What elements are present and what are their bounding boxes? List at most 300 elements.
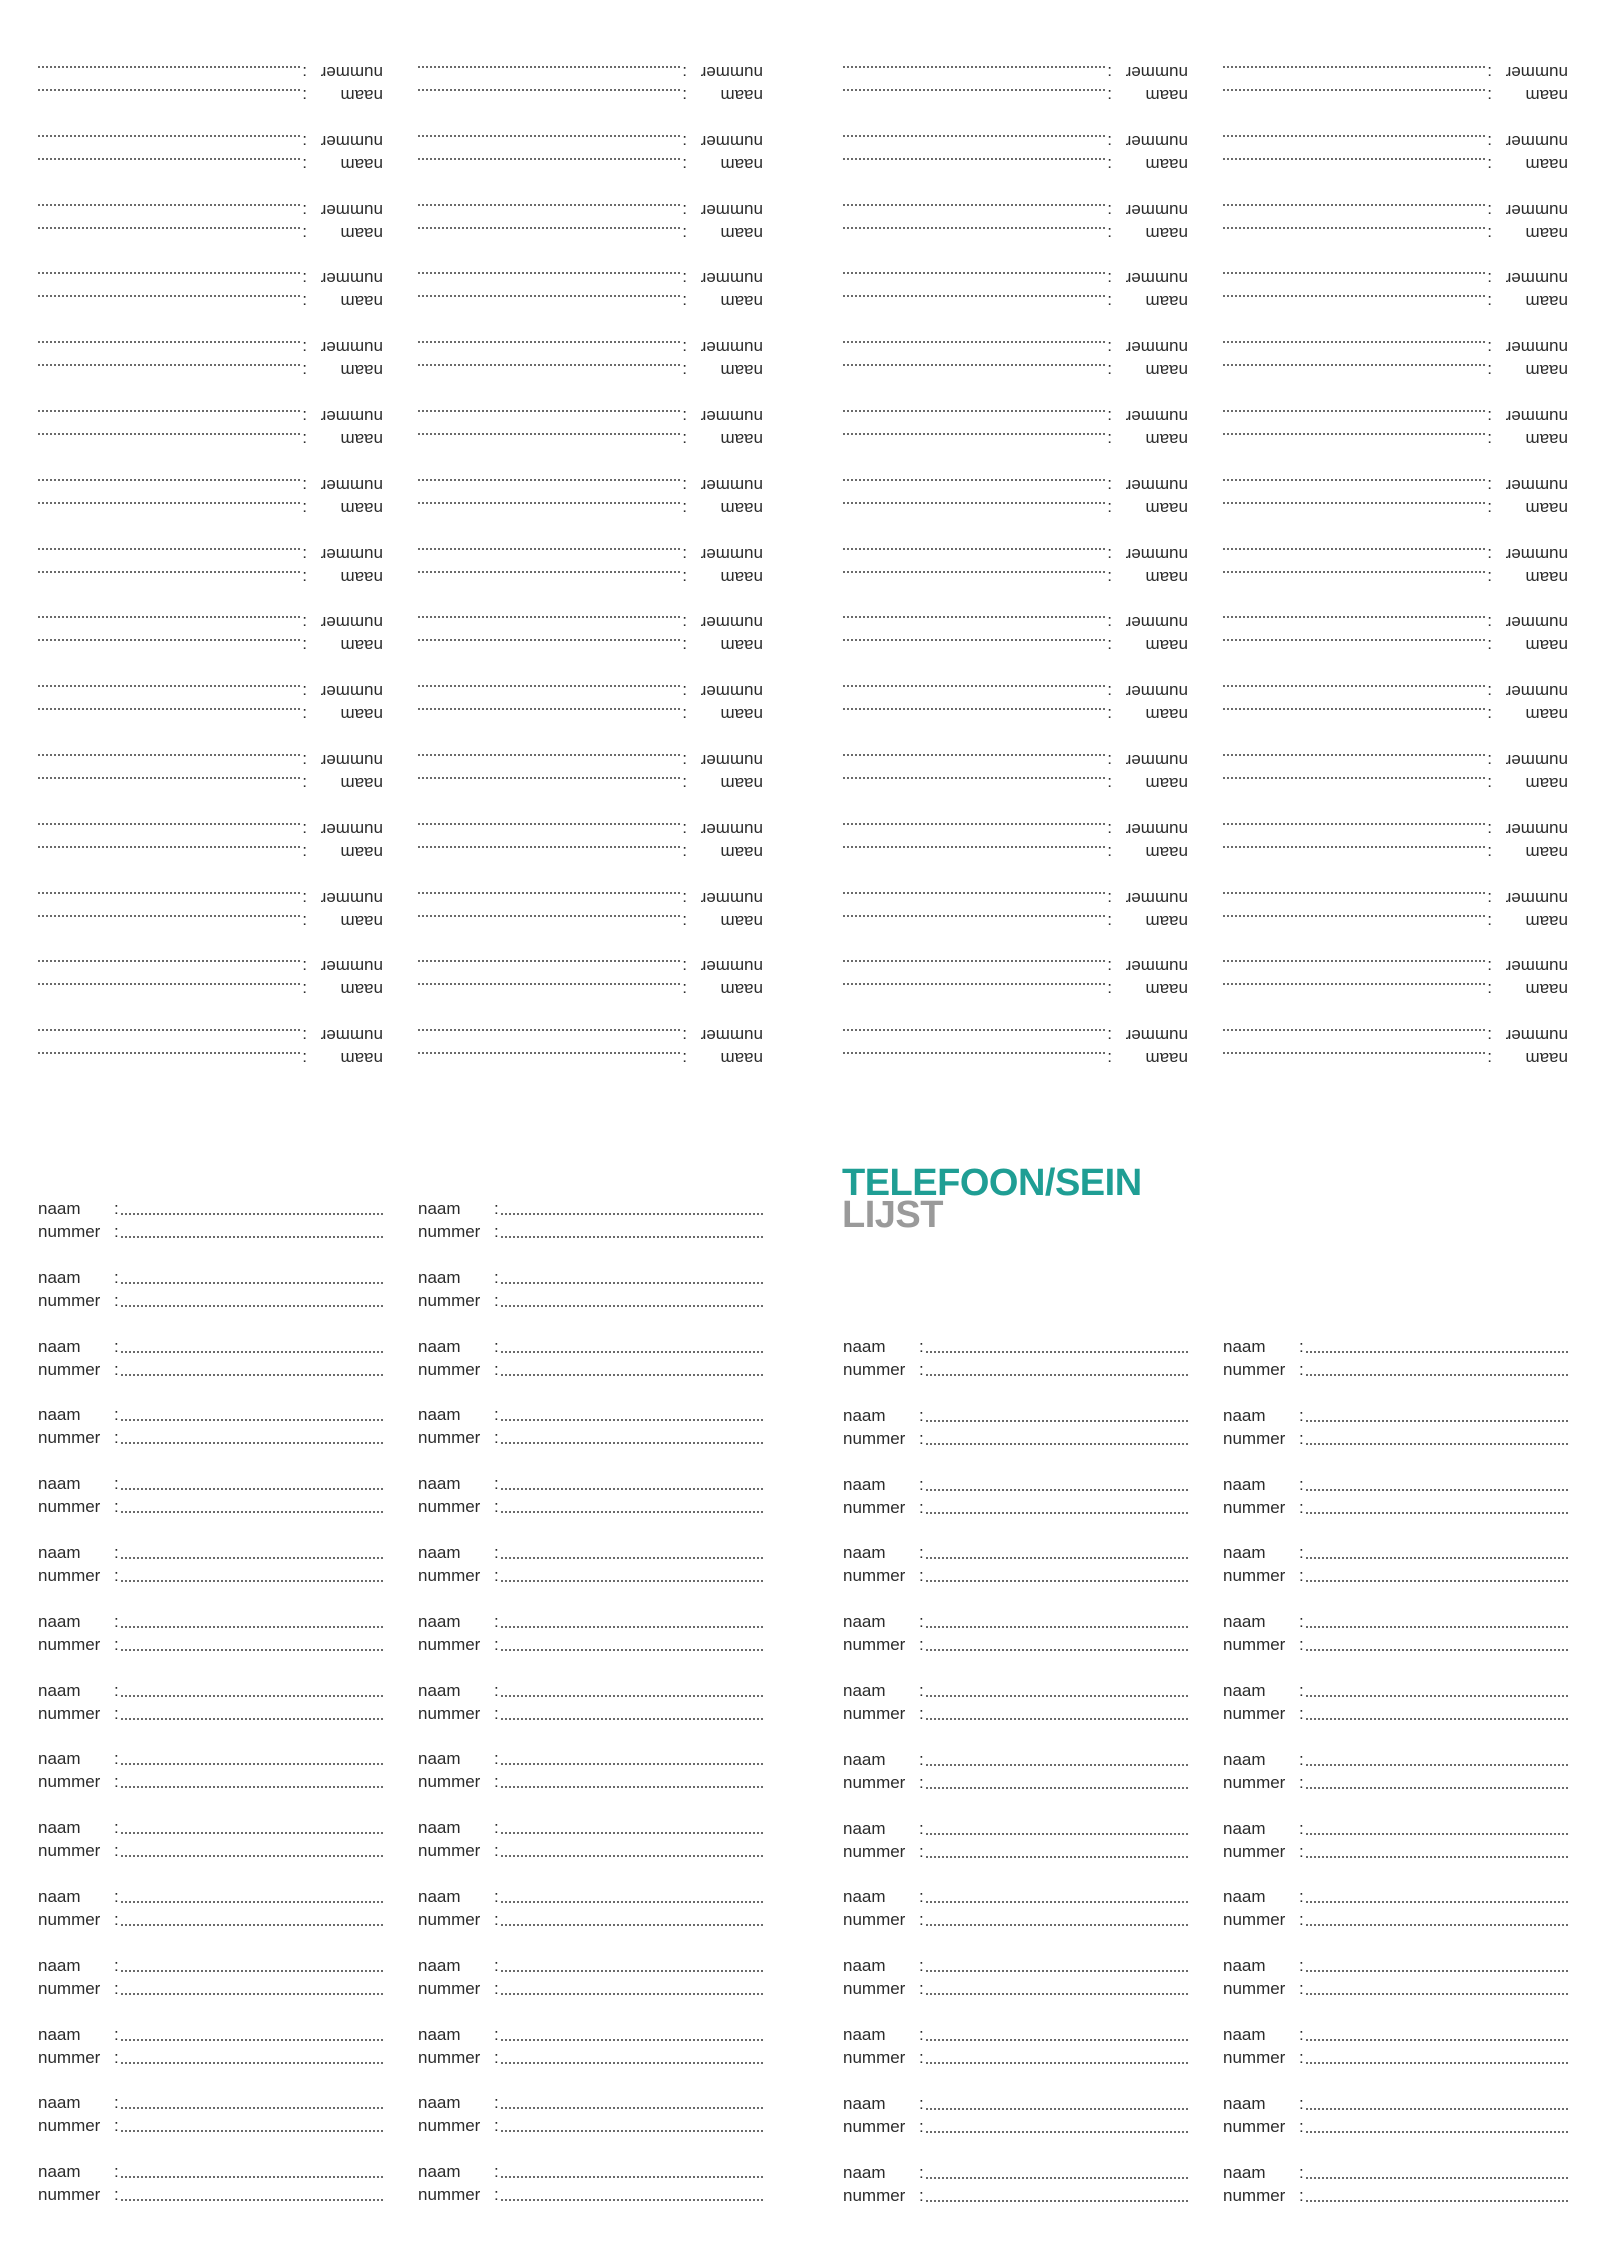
name-write-line[interactable] [501, 1557, 763, 1559]
number-write-line[interactable] [1223, 823, 1485, 825]
name-write-line[interactable] [121, 2107, 383, 2109]
number-write-line[interactable] [1306, 1580, 1568, 1582]
colon: : [1299, 1704, 1304, 1723]
name-write-line[interactable] [418, 433, 680, 435]
number-write-line[interactable] [843, 410, 1105, 412]
colon: : [1487, 63, 1492, 82]
number-write-line[interactable] [501, 1511, 763, 1513]
number-write-line[interactable] [121, 1718, 383, 1720]
number-write-line[interactable] [843, 272, 1105, 274]
colon: : [114, 1680, 119, 1700]
number-write-line[interactable] [926, 2131, 1188, 2133]
number-write-line[interactable] [843, 685, 1105, 687]
contact-entry [1223, 2092, 1568, 2138]
name-label: naam [418, 1543, 461, 1562]
number-write-line[interactable] [926, 1580, 1188, 1582]
name-write-line[interactable] [926, 1764, 1188, 1766]
number-label: nummer [38, 1290, 101, 1310]
number-write-line[interactable] [843, 892, 1105, 894]
contact-entry [1223, 611, 1568, 657]
name-write-line[interactable] [926, 2177, 1188, 2179]
number-write-line[interactable] [501, 1718, 763, 1720]
name-write-line[interactable] [1306, 1833, 1568, 1835]
name-write-line[interactable] [843, 502, 1105, 504]
name-write-line[interactable] [1223, 502, 1485, 504]
colon: : [302, 774, 307, 793]
number-write-line[interactable] [1223, 410, 1485, 412]
name-write-line[interactable] [1306, 1351, 1568, 1353]
name-write-line[interactable] [38, 846, 300, 848]
name-label: naam [418, 1199, 461, 1218]
name-write-line[interactable] [1223, 983, 1485, 985]
number-write-line[interactable] [38, 823, 300, 825]
name-label: naam [1223, 1681, 1266, 1700]
number-write-line[interactable] [418, 341, 680, 343]
name-write-line[interactable] [38, 1052, 300, 1054]
number-write-line[interactable] [843, 341, 1105, 343]
number-write-line[interactable] [926, 1924, 1188, 1926]
name-write-line[interactable] [1223, 364, 1485, 366]
number-write-line[interactable] [843, 1029, 1105, 1031]
number-write-line[interactable] [926, 1649, 1188, 1651]
name-write-line[interactable] [843, 433, 1105, 435]
number-write-line[interactable] [1306, 1374, 1568, 1376]
number-write-line[interactable] [38, 754, 300, 756]
contact-entry [843, 1610, 1188, 1656]
name-label: naam [1525, 636, 1568, 656]
number-write-line[interactable] [1306, 2200, 1568, 2202]
name-write-line[interactable] [38, 777, 300, 779]
number-write-line[interactable] [1223, 1029, 1485, 1031]
contact-entry [1223, 955, 1568, 1001]
name-write-line[interactable] [1223, 433, 1485, 435]
colon: : [494, 1910, 499, 1929]
name-write-line[interactable] [1223, 158, 1485, 160]
name-row [843, 2161, 1188, 2184]
number-write-line[interactable] [418, 892, 680, 894]
number-write-line[interactable] [418, 548, 680, 550]
number-write-line[interactable] [843, 616, 1105, 618]
number-write-line[interactable] [121, 1305, 383, 1307]
name-write-line[interactable] [926, 1557, 1188, 1559]
number-write-line[interactable] [1223, 548, 1485, 550]
name-write-line[interactable] [1306, 1420, 1568, 1422]
number-write-line[interactable] [418, 960, 680, 962]
number-write-line[interactable] [38, 892, 300, 894]
name-write-line[interactable] [418, 639, 680, 641]
number-row [38, 405, 383, 428]
number-write-line[interactable] [501, 1305, 763, 1307]
name-write-line[interactable] [1223, 708, 1485, 710]
title-telefoon-sein: TELEFOON/SEIN [842, 1162, 1142, 1204]
number-write-line[interactable] [926, 1374, 1188, 1376]
name-write-line[interactable] [418, 89, 680, 91]
number-write-line[interactable] [843, 823, 1105, 825]
name-write-line[interactable] [843, 983, 1105, 985]
name-write-line[interactable] [38, 571, 300, 573]
number-write-line[interactable] [843, 479, 1105, 481]
number-row [418, 1495, 763, 1518]
number-write-line[interactable] [1306, 1649, 1568, 1651]
number-label: nummer [320, 957, 383, 977]
name-write-line[interactable] [1306, 1764, 1568, 1766]
name-row [843, 1404, 1188, 1427]
number-write-line[interactable] [121, 1993, 383, 1995]
name-write-line[interactable] [501, 2107, 763, 2109]
number-write-line[interactable] [121, 2130, 383, 2132]
name-write-line[interactable] [843, 158, 1105, 160]
number-write-line[interactable] [418, 754, 680, 756]
number-write-line[interactable] [121, 2199, 383, 2201]
number-write-line[interactable] [418, 135, 680, 137]
name-write-line[interactable] [1306, 2108, 1568, 2110]
name-write-line[interactable] [501, 1695, 763, 1697]
contact-entry [1223, 680, 1568, 726]
number-label: nummer [1505, 475, 1568, 495]
name-write-line[interactable] [1223, 295, 1485, 297]
name-write-line[interactable] [1223, 571, 1485, 573]
contact-entry [1223, 749, 1568, 795]
name-write-line[interactable] [38, 915, 300, 917]
name-write-line[interactable] [38, 89, 300, 91]
number-write-line[interactable] [843, 204, 1105, 206]
number-write-line[interactable] [926, 1993, 1188, 1995]
number-write-line[interactable] [1306, 1993, 1568, 1995]
number-write-line[interactable] [843, 66, 1105, 68]
name-write-line[interactable] [501, 1351, 763, 1353]
name-write-line[interactable] [121, 1419, 383, 1421]
contact-entry [843, 336, 1188, 382]
number-write-line[interactable] [926, 1443, 1188, 1445]
name-write-line[interactable] [1306, 1557, 1568, 1559]
name-write-line[interactable] [121, 1695, 383, 1697]
number-write-line[interactable] [1223, 685, 1485, 687]
number-write-line[interactable] [418, 1029, 680, 1031]
name-write-line[interactable] [1223, 777, 1485, 779]
number-write-line[interactable] [501, 1649, 763, 1651]
name-write-line[interactable] [121, 2176, 383, 2178]
name-write-line[interactable] [121, 1282, 383, 1284]
name-write-line[interactable] [501, 1763, 763, 1765]
name-write-line[interactable] [418, 158, 680, 160]
number-write-line[interactable] [926, 2062, 1188, 2064]
number-write-line[interactable] [38, 410, 300, 412]
name-row [1223, 1885, 1568, 1908]
number-write-line[interactable] [1306, 2062, 1568, 2064]
name-write-line[interactable] [501, 1626, 763, 1628]
number-write-line[interactable] [501, 2130, 763, 2132]
name-label: naam [843, 1956, 886, 1976]
number-write-line[interactable] [926, 1787, 1188, 1789]
name-label: naam [38, 1955, 81, 1975]
name-row [38, 1610, 383, 1633]
number-write-line[interactable] [501, 2062, 763, 2064]
name-write-line[interactable] [121, 1351, 383, 1353]
name-write-line[interactable] [121, 1213, 383, 1215]
contact-entry [1223, 2161, 1568, 2207]
name-write-line[interactable] [1306, 1970, 1568, 1972]
number-write-line[interactable] [501, 2199, 763, 2201]
colon: : [919, 1841, 924, 1861]
number-label: nummer [38, 2047, 101, 2067]
number-write-line[interactable] [121, 1374, 383, 1376]
number-write-line[interactable] [1306, 1856, 1568, 1858]
name-write-line[interactable] [926, 1833, 1188, 1835]
name-write-line[interactable] [121, 1901, 383, 1903]
name-write-line[interactable] [418, 364, 680, 366]
number-write-line[interactable] [501, 1374, 763, 1376]
name-write-line[interactable] [418, 571, 680, 573]
number-write-line[interactable] [121, 1580, 383, 1582]
number-write-line[interactable] [1223, 892, 1485, 894]
name-write-line[interactable] [121, 1832, 383, 1834]
name-write-line[interactable] [38, 158, 300, 160]
name-write-line[interactable] [1223, 89, 1485, 91]
colon: : [1299, 1681, 1304, 1700]
name-write-line[interactable] [1306, 1626, 1568, 1628]
number-write-line[interactable] [1223, 960, 1485, 962]
number-write-line[interactable] [121, 1786, 383, 1788]
colon: : [302, 957, 307, 977]
number-row [1223, 955, 1568, 978]
number-write-line[interactable] [38, 685, 300, 687]
name-write-line[interactable] [121, 2039, 383, 2041]
number-label: nummer [1223, 1772, 1286, 1792]
number-write-line[interactable] [38, 479, 300, 481]
number-write-line[interactable] [843, 135, 1105, 137]
name-write-line[interactable] [501, 1832, 763, 1834]
number-write-line[interactable] [121, 2062, 383, 2064]
number-write-line[interactable] [418, 272, 680, 274]
name-write-line[interactable] [501, 1970, 763, 1972]
number-write-line[interactable] [38, 135, 300, 137]
colon: : [114, 2093, 119, 2113]
number-write-line[interactable] [418, 685, 680, 687]
number-write-line[interactable] [418, 823, 680, 825]
number-row [1223, 199, 1568, 222]
number-write-line[interactable] [1306, 1718, 1568, 1720]
name-row [38, 1747, 383, 1770]
number-write-line[interactable] [121, 1511, 383, 1513]
number-row [38, 1426, 383, 1449]
name-write-line[interactable] [1306, 1901, 1568, 1903]
number-write-line[interactable] [38, 204, 300, 206]
number-write-line[interactable] [501, 1993, 763, 1995]
name-write-line[interactable] [1306, 1695, 1568, 1697]
name-write-line[interactable] [843, 89, 1105, 91]
number-write-line[interactable] [418, 204, 680, 206]
name-write-line[interactable] [38, 433, 300, 435]
name-write-line[interactable] [1223, 846, 1485, 848]
name-write-line[interactable] [38, 364, 300, 366]
name-write-line[interactable] [1223, 639, 1485, 641]
name-write-line[interactable] [843, 295, 1105, 297]
name-write-line[interactable] [843, 846, 1105, 848]
name-write-line[interactable] [501, 1901, 763, 1903]
number-write-line[interactable] [926, 1856, 1188, 1858]
name-write-line[interactable] [501, 1419, 763, 1421]
name-write-line[interactable] [926, 1626, 1188, 1628]
contact-entry [418, 61, 763, 107]
name-write-line[interactable] [418, 983, 680, 985]
number-write-line[interactable] [926, 2200, 1188, 2202]
name-write-line[interactable] [38, 708, 300, 710]
colon: : [919, 1979, 924, 1999]
number-write-line[interactable] [501, 1442, 763, 1444]
name-write-line[interactable] [418, 502, 680, 504]
number-write-line[interactable] [1306, 1512, 1568, 1514]
name-write-line[interactable] [843, 571, 1105, 573]
number-write-line[interactable] [38, 341, 300, 343]
number-row [1223, 1358, 1568, 1381]
colon: : [494, 1841, 499, 1861]
name-row [418, 2023, 763, 2046]
name-write-line[interactable] [1306, 2177, 1568, 2179]
name-write-line[interactable] [843, 364, 1105, 366]
number-write-line[interactable] [38, 1029, 300, 1031]
colon: : [682, 407, 687, 426]
name-write-line[interactable] [843, 708, 1105, 710]
number-write-line[interactable] [418, 410, 680, 412]
number-write-line[interactable] [418, 66, 680, 68]
number-write-line[interactable] [1223, 272, 1485, 274]
number-write-line[interactable] [1223, 204, 1485, 206]
number-write-line[interactable] [501, 1924, 763, 1926]
name-write-line[interactable] [38, 227, 300, 229]
number-write-line[interactable] [926, 1512, 1188, 1514]
number-write-line[interactable] [1306, 1443, 1568, 1445]
name-write-line[interactable] [926, 1695, 1188, 1697]
name-write-line[interactable] [1223, 915, 1485, 917]
number-write-line[interactable] [38, 66, 300, 68]
number-write-line[interactable] [1306, 1924, 1568, 1926]
name-write-line[interactable] [926, 1489, 1188, 1491]
number-write-line[interactable] [501, 1786, 763, 1788]
contact-entry [38, 1403, 383, 1449]
number-write-line[interactable] [501, 1580, 763, 1582]
name-write-line[interactable] [418, 846, 680, 848]
name-write-line[interactable] [926, 1901, 1188, 1903]
name-write-line[interactable] [121, 1557, 383, 1559]
name-write-line[interactable] [843, 915, 1105, 917]
name-write-line[interactable] [926, 1351, 1188, 1353]
name-write-line[interactable] [501, 1282, 763, 1284]
name-write-line[interactable] [843, 1052, 1105, 1054]
number-write-line[interactable] [38, 548, 300, 550]
name-write-line[interactable] [418, 915, 680, 917]
number-write-line[interactable] [121, 1442, 383, 1444]
name-write-line[interactable] [1223, 1052, 1485, 1054]
name-write-line[interactable] [38, 983, 300, 985]
number-write-line[interactable] [1223, 754, 1485, 756]
name-row [1223, 1954, 1568, 1977]
name-write-line[interactable] [501, 2176, 763, 2178]
number-row [418, 130, 763, 153]
name-write-line[interactable] [843, 227, 1105, 229]
name-write-line[interactable] [926, 1420, 1188, 1422]
number-write-line[interactable] [121, 1236, 383, 1238]
number-write-line[interactable] [926, 1718, 1188, 1720]
number-write-line[interactable] [1223, 135, 1485, 137]
number-write-line[interactable] [121, 1924, 383, 1926]
name-write-line[interactable] [1306, 1489, 1568, 1491]
number-row [38, 1024, 383, 1047]
name-write-line[interactable] [121, 1488, 383, 1490]
number-row [38, 336, 383, 359]
number-write-line[interactable] [38, 616, 300, 618]
number-row [1223, 749, 1568, 772]
number-write-line[interactable] [418, 616, 680, 618]
number-write-line[interactable] [1223, 341, 1485, 343]
number-label: nummer [418, 1428, 481, 1448]
name-write-line[interactable] [418, 1052, 680, 1054]
contact-entry [38, 1679, 383, 1725]
name-write-line[interactable] [418, 708, 680, 710]
name-write-line[interactable] [501, 1213, 763, 1215]
name-write-line[interactable] [121, 1763, 383, 1765]
colon: : [494, 1955, 499, 1975]
name-write-line[interactable] [38, 502, 300, 504]
number-write-line[interactable] [121, 1855, 383, 1857]
name-write-line[interactable] [418, 777, 680, 779]
name-write-line[interactable] [418, 227, 680, 229]
contact-entry [38, 1024, 383, 1070]
number-write-line[interactable] [843, 548, 1105, 550]
name-row [1223, 566, 1568, 589]
name-row [38, 497, 383, 520]
number-write-line[interactable] [843, 754, 1105, 756]
name-write-line[interactable] [1223, 227, 1485, 229]
name-write-line[interactable] [121, 1626, 383, 1628]
contact-entry [38, 818, 383, 864]
name-write-line[interactable] [926, 2039, 1188, 2041]
name-row [843, 84, 1188, 107]
number-write-line[interactable] [501, 1855, 763, 1857]
number-write-line[interactable] [843, 960, 1105, 962]
name-write-line[interactable] [501, 1488, 763, 1490]
number-write-line[interactable] [121, 1649, 383, 1651]
number-write-line[interactable] [418, 479, 680, 481]
name-write-line[interactable] [38, 639, 300, 641]
number-write-line[interactable] [38, 960, 300, 962]
contact-entry [843, 1817, 1188, 1863]
colon: : [114, 2185, 119, 2205]
name-write-line[interactable] [1306, 2039, 1568, 2041]
number-write-line[interactable] [1223, 616, 1485, 618]
number-write-line[interactable] [1223, 66, 1485, 68]
name-write-line[interactable] [38, 295, 300, 297]
colon: : [1107, 269, 1112, 289]
name-label: naam [340, 223, 383, 243]
number-write-line[interactable] [38, 272, 300, 274]
name-row [843, 978, 1188, 1001]
colon: : [1107, 131, 1112, 151]
name-write-line[interactable] [926, 2108, 1188, 2110]
colon: : [302, 269, 307, 289]
name-label: naam [843, 1749, 886, 1769]
number-write-line[interactable] [1306, 1787, 1568, 1789]
colon: : [682, 86, 687, 105]
name-write-line[interactable] [843, 639, 1105, 641]
name-write-line[interactable] [926, 1970, 1188, 1972]
number-write-line[interactable] [501, 1236, 763, 1238]
number-write-line[interactable] [1223, 479, 1485, 481]
name-write-line[interactable] [843, 777, 1105, 779]
name-write-line[interactable] [121, 1970, 383, 1972]
number-write-line[interactable] [1306, 2131, 1568, 2133]
name-write-line[interactable] [418, 295, 680, 297]
name-write-line[interactable] [501, 2039, 763, 2041]
